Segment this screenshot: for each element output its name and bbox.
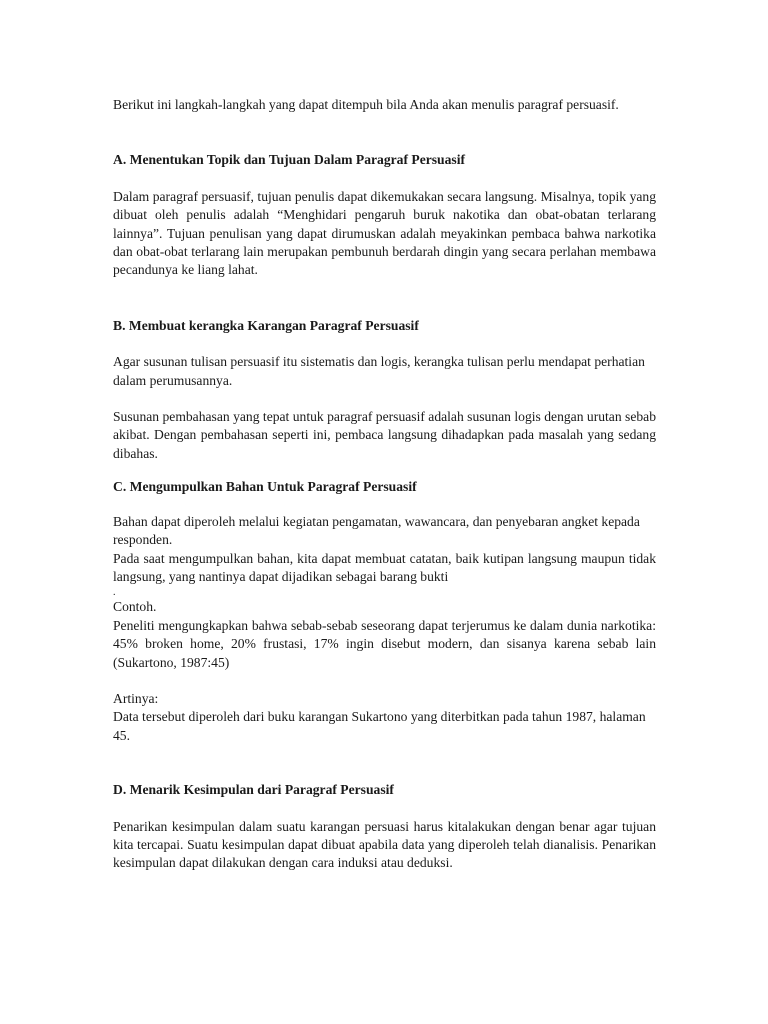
section-b-paragraph-1: Agar susunan tulisan persuasif itu sistematis dan logis, kerangka tulisan perlu mendapat perhatian dalam perumusannya. xyxy=(113,354,645,388)
section-c-paragraph-2: Pada saat mengumpulkan bahan, kita dapat membuat catatan, baik kutipan langsung maupun tidak langsung, yang nantinya dapat dijadikan sebagai barang bukti xyxy=(113,550,656,584)
section-d-heading: D. Menarik Kesimpulan dari Paragraf Persuasif xyxy=(113,782,394,798)
document-body xyxy=(113,96,656,873)
meaning-label: Artinya: xyxy=(113,690,159,706)
section-c-paragraph-1: Bahan dapat diperoleh melalui kegiatan pengamatan, wawancara, dan penyebaran angket kepada responden. xyxy=(113,513,640,548)
intro-paragraph: Berikut ini langkah-langkah yang dapat ditempuh bila Anda akan menulis paragraf persuasif. xyxy=(113,97,619,112)
section-b-heading: B. Membuat kerangka Karangan Paragraf Persuasif xyxy=(113,317,419,333)
section-d-paragraph: Penarikan kesimpulan dalam suatu karangan persuasi harus kitalakukan dengan benar agar tujuan kita tercapai. Suatu kesimpulan dapat dibuat apabila data yang diperoleh telah dianalisis. Penarikan kesimpulan dapat dilakukan dengan cara induksi atau deduksi. xyxy=(113,818,656,871)
section-c-heading: C. Mengumpulkan Bahan Untuk Paragraf Persuasif xyxy=(113,479,417,495)
meaning-paragraph: Data tersebut diperoleh dari buku karangan Sukartono yang diterbitkan pada tahun 1987, halaman 45. xyxy=(113,709,646,743)
example-label: Contoh. xyxy=(113,599,157,615)
stray-period: . xyxy=(113,587,116,599)
section-b-paragraph-2: Susunan pembahasan yang tepat untuk paragraf persuasif adalah susunan logis dengan urutan sebab akibat. Dengan pembahasan seperti ini, pembaca langsung dihadapkan pada masalah yang sedang dibahas. xyxy=(113,409,656,461)
section-a-heading: A. Menentukan Topik dan Tujuan Dalam Paragraf Persuasif xyxy=(113,152,465,168)
example-paragraph: Peneliti mengungkapkan bahwa sebab-sebab seseorang dapat terjerumus ke dalam dunia narkotika: 45% broken home, 20% frustasi, 17% ingin disebut modern, dan sisanya karena sebab lain (Sukartono, 1987:45) xyxy=(113,617,656,670)
section-a-paragraph: Dalam paragraf persuasif, tujuan penulis dapat dikemukakan secara langsung. Misalnya, topik yang dibuat oleh penulis adalah “Menghidari pengaruh buruk nakotika dan obat-obatan terlarang lainnya”. Tujuan penulisan yang dapat dirumuskan adalah meyakinkan pembaca bahwa narkotika dan obat-obat terlarang lain merupakan pembunuh berdarah dingin yang secara perlahan membawa pecandunya ke liang lahat. xyxy=(113,188,656,278)
